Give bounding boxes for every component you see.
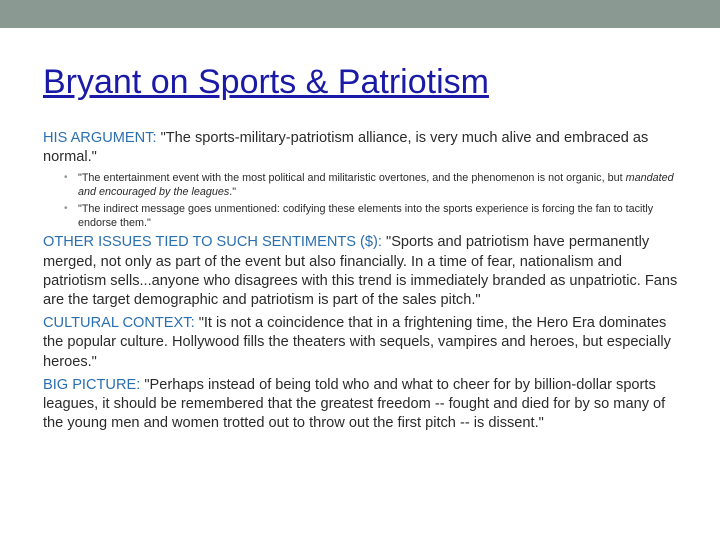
context-label: CULTURAL CONTEXT: (43, 315, 195, 332)
big-picture-text: "Perhaps instead of being told who and what to cheer for by billion-dollar sports leagues, it should be remembered that the greatest freedom -- fought and died for by so many of the young men and women trotted out to throw out the first pitch -- is dissent." (43, 376, 666, 432)
argument-paragraph (43, 129, 683, 167)
slide-top-bar (0, 0, 720, 28)
slide-title[interactable]: Bryant on Sports & Patriotism (43, 63, 489, 101)
big-picture-paragraph (43, 376, 683, 434)
slide-body (43, 129, 683, 437)
issues-paragraph (43, 233, 683, 310)
argument-text: "The sports-military-patriotism alliance, is very much alive and embraced as normal." (43, 130, 649, 166)
bullet-text-a: "The entertainment event with the most political and militaristic overtones, and the phenomenon is not organic, but (78, 172, 626, 185)
list-item (64, 171, 683, 199)
argument-bullets (43, 171, 683, 230)
big-picture-label: BIG PICTURE: (43, 376, 141, 393)
bullet-text-b: ." (229, 186, 237, 199)
bullet-text: "The indirect message goes unmentioned: codifying these elements into the sports experience is forcing the fan to tacitly endorse them." (78, 203, 654, 230)
issues-text: "Sports and patriotism have permanently merged, not only as part of the event but also financially. In a time of fear, nationalism and patriotism sells...anyone who disagrees with this trend is immediately branded as unpatriotic. Fans are the target demographic and patriotism is part of the sales pitch." (43, 234, 678, 309)
bullet-icon: • (64, 172, 68, 184)
context-text: "It is not a coincidence that in a frightening time, the Hero Era dominates the popular culture. Hollywood fills the theaters with sequels, vampires and heroes, but especially heroes." (43, 315, 671, 370)
issues-label: OTHER ISSUES TIED TO SUCH SENTIMENTS ($): (43, 234, 382, 251)
bullet-icon: • (64, 203, 68, 215)
bullet-emphasis: mandated and encouraged by the leagues (78, 172, 674, 199)
context-paragraph (43, 314, 683, 372)
list-item (64, 202, 683, 230)
argument-label: HIS ARGUMENT: (43, 130, 157, 146)
